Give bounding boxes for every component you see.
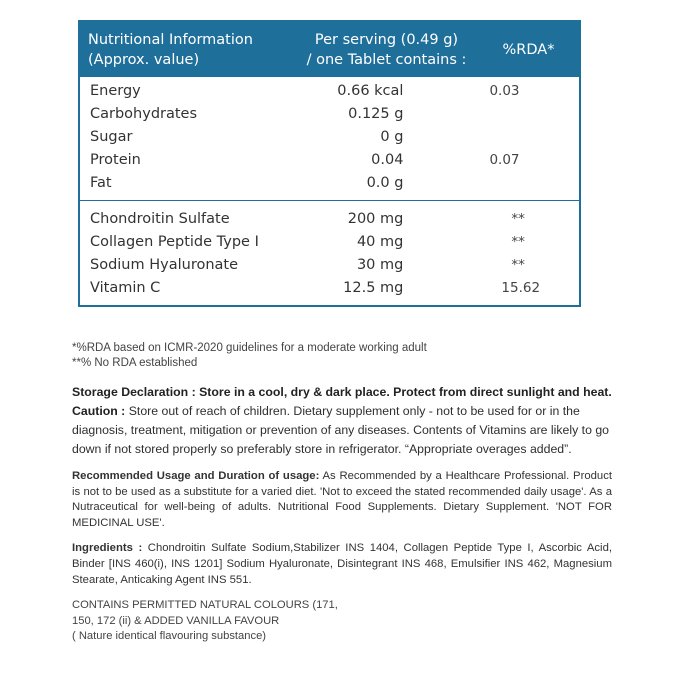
nutrient-rda: 15.62 (501, 279, 541, 296)
nutrient-name: Sodium Hyaluronate (90, 256, 239, 273)
storage-declaration (72, 383, 612, 402)
table-row (80, 171, 579, 194)
storage-text: Storage Declaration : Store in a cool, dry & dark place. Protect from direct sunlight and heat. (72, 385, 612, 399)
caution-paragraph (72, 402, 612, 459)
nutrient-value: 200 mg (347, 210, 404, 227)
supplement-rows (80, 207, 579, 299)
nutrition-table (78, 20, 581, 307)
table-row (80, 125, 579, 148)
header-serving-col (295, 30, 478, 70)
table-row (80, 253, 579, 276)
nutrient-name: Carbohydrates (90, 105, 198, 122)
nutrient-value: 0.125 g (348, 105, 404, 122)
table-row (80, 79, 579, 102)
nutrition-table-body (80, 77, 579, 305)
nutrient-value: 0 g (380, 128, 404, 145)
colours-line-3: ( Nature identical flavouring substance) (72, 630, 267, 643)
nutrition-table-header (80, 22, 579, 77)
nutrition-panel (78, 20, 581, 307)
table-row (80, 148, 579, 171)
table-row (80, 230, 579, 253)
nutrient-rda: 0.03 (489, 82, 520, 99)
nutrient-value: 0.04 (371, 151, 404, 168)
nutrient-rda: ** (511, 256, 525, 273)
caution-text: Store out of reach of children. Dietary supplement only - not to be used for or in the diagnosis, treatment, mitigation or prevention of any diseases. Contents of Vitamins are likely to go down if not stored properly so preferably store in refrigerator. “Appropriate overages added”. (72, 404, 610, 456)
nutrient-rda: ** (511, 210, 525, 227)
colours-line-1: CONTAINS PERMITTED NATURAL COLOURS (171, (72, 599, 338, 612)
nutrient-name: Sugar (90, 128, 133, 145)
table-row (80, 207, 579, 230)
nutrient-name: Fat (90, 174, 112, 191)
nutrient-value: 30 mg (356, 256, 404, 273)
ingredients-paragraph (72, 541, 612, 588)
nutrient-name: Vitamin C (90, 279, 161, 296)
no-rda-footnote: **% No RDA established (72, 357, 198, 369)
nutrient-value: 40 mg (356, 233, 404, 250)
header-rda-col: %RDA* (502, 41, 555, 58)
nutrient-rda: 0.07 (489, 151, 520, 168)
usage-text: As Recommended by a Healthcare Professional. Product is not to be used as a substitute for a varied diet. 'Not to exceed the stated recommended daily usage'. As a Nutraceutical for well-being of adults. Nutritional Food Supplements. Dietary Supplement. 'NOT FOR MEDICINAL USE'. (72, 470, 612, 529)
header-nutrient-col (80, 30, 295, 70)
header-nutrient-title: Nutritional Information (88, 31, 253, 48)
table-divider (80, 200, 579, 201)
header-nutrient-subtitle: (Approx. value) (88, 51, 200, 68)
nutrient-rda: ** (511, 233, 525, 250)
nutrient-name: Chondroitin Sulfate (90, 210, 230, 227)
nutrient-name: Energy (90, 82, 141, 99)
header-serving-line2: / one Tablet contains : (306, 51, 467, 68)
table-row (80, 102, 579, 125)
nutrient-name: Collagen Peptide Type I (90, 233, 259, 250)
caution-label: Caution : (72, 404, 126, 418)
colours-line-2: 150, 172 (ii) & ADDED VANILLA FAVOUR (72, 614, 280, 627)
ingredients-label: Ingredients : (72, 542, 143, 555)
header-serving-line1: Per serving (0.49 g) (314, 31, 459, 48)
ingredients-text: Chondroitin Sulfate Sodium,Stabilizer INS 1404, Collagen Peptide Type I, Ascorbic Acid, Binder [INS 460(i), INS 1201] Sodium Hyaluronate, Disintegrant INS 468, Emulsifier INS 462, Magnesium Stearate, Anticaking Agent INS 551. (72, 542, 612, 586)
nutrient-value: 0.66 kcal (337, 82, 404, 99)
rda-footnote: *%RDA based on ICMR-2020 guidelines for a moderate working adult (72, 342, 427, 354)
nutrient-name: Protein (90, 151, 141, 168)
nutrient-value: 0.0 g (366, 174, 404, 191)
nutrient-rows (80, 79, 579, 194)
table-row (80, 276, 579, 299)
usage-label: Recommended Usage and Duration of usage: (72, 470, 320, 482)
colours-statement (72, 598, 612, 645)
nutrient-value: 12.5 mg (343, 279, 404, 296)
usage-paragraph (72, 469, 612, 531)
label-text-section (72, 341, 612, 645)
